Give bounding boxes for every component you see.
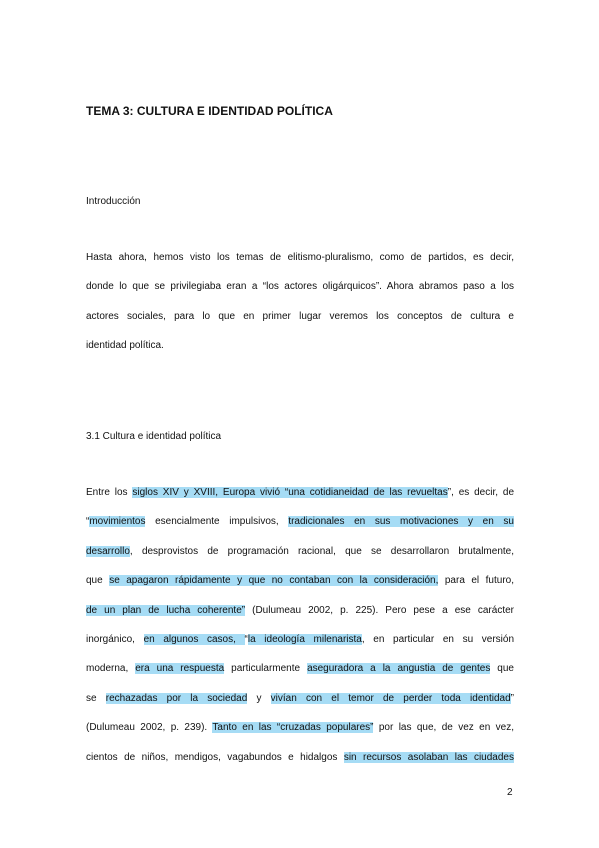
text-segment: (Dulumeau 2002, p. 225). Pero pese a ese carácter	[245, 604, 514, 616]
text-segment: particularmente	[224, 663, 308, 675]
highlighted-text: la ideología milenarista	[247, 633, 362, 645]
text-segment: se	[86, 692, 106, 704]
highlighted-text: vivían con el temor de perder toda identidad	[270, 692, 511, 704]
text-segment: inorgánico,	[86, 633, 144, 645]
text-line	[86, 602, 514, 631]
text-segment: actores sociales, para lo que en primer lugar veremos los conceptos de cultura e	[86, 310, 514, 322]
text-line	[86, 484, 514, 513]
text-segment: y	[247, 692, 271, 704]
text-segment: , desprovistos de programación racional, que se desarrollaron brutalmente,	[129, 545, 514, 557]
highlighted-text: aseguradora a la angustia de gentes	[307, 663, 491, 675]
text-line	[86, 660, 514, 689]
text-segment: donde lo que se privilegiaba eran a “los actores oligárquicos”. Ahora abramos paso a los	[86, 281, 514, 293]
highlighted-text: movimientos	[89, 516, 146, 528]
text-segment: cientos de niños, mendigos, vagabundos e hidalgos	[86, 751, 344, 763]
page-number: 2	[507, 787, 513, 798]
text-line	[86, 513, 514, 542]
highlighted-text: siglos XIV y XVIII, Europa vivió “una cotidianeidad de las revueltas	[132, 487, 448, 498]
text-line	[86, 719, 514, 748]
text-line	[86, 337, 514, 366]
text-segment: “	[86, 516, 90, 528]
text-segment: (Dulumeau 2002, p. 239).	[86, 722, 213, 734]
section-heading: 3.1 Cultura e identidad política	[86, 431, 222, 442]
text-segment: Hasta ahora, hemos visto los temas de elitismo-pluralismo, como de partidos, es decir,	[86, 252, 514, 263]
intro-paragraph	[86, 249, 514, 367]
highlighted-text: de un plan de lucha coherente”	[86, 604, 246, 616]
highlighted-text: Tanto en las “cruzadas populares”	[212, 722, 374, 734]
highlighted-text: en algunos casos,	[143, 633, 245, 645]
text-segment: , en particular en su versión	[361, 633, 514, 645]
highlighted-text: se apagaron rápidamente y que no contaban con la consideración,	[109, 575, 439, 587]
text-line	[86, 249, 514, 278]
text-segment: ”, es decir, de	[447, 487, 514, 498]
highlighted-text: sin recursos asolaban las ciudades	[343, 751, 514, 763]
highlighted-text: rechazadas por la sociedad	[105, 692, 248, 704]
text-line	[86, 543, 514, 572]
text-line	[86, 572, 514, 601]
highlighted-text: tradicionales en sus motivaciones y en su	[288, 516, 514, 528]
text-line	[86, 690, 514, 719]
text-line	[86, 308, 514, 337]
highlighted-text: era una respuesta	[135, 663, 225, 675]
text-line	[86, 749, 514, 778]
text-segment: esencialmente impulsivos,	[145, 516, 289, 528]
text-segment: ”	[510, 692, 514, 704]
text-segment: moderna,	[86, 663, 136, 675]
text-segment: identidad política.	[86, 340, 164, 352]
text-segment: Entre los	[86, 487, 133, 498]
document-title: TEMA 3: CULTURA E IDENTIDAD POLÍTICA	[86, 104, 333, 118]
text-segment: “	[244, 633, 248, 645]
text-segment: para el futuro,	[438, 575, 514, 587]
text-segment: que	[86, 575, 110, 587]
highlighted-text: desarrollo	[86, 545, 130, 557]
text-segment: que	[490, 663, 514, 675]
section-paragraph	[86, 484, 514, 778]
text-line	[86, 631, 514, 660]
text-segment: por las que, de vez en vez,	[373, 722, 514, 734]
intro-heading: Introducción	[86, 196, 141, 207]
text-line	[86, 278, 514, 307]
